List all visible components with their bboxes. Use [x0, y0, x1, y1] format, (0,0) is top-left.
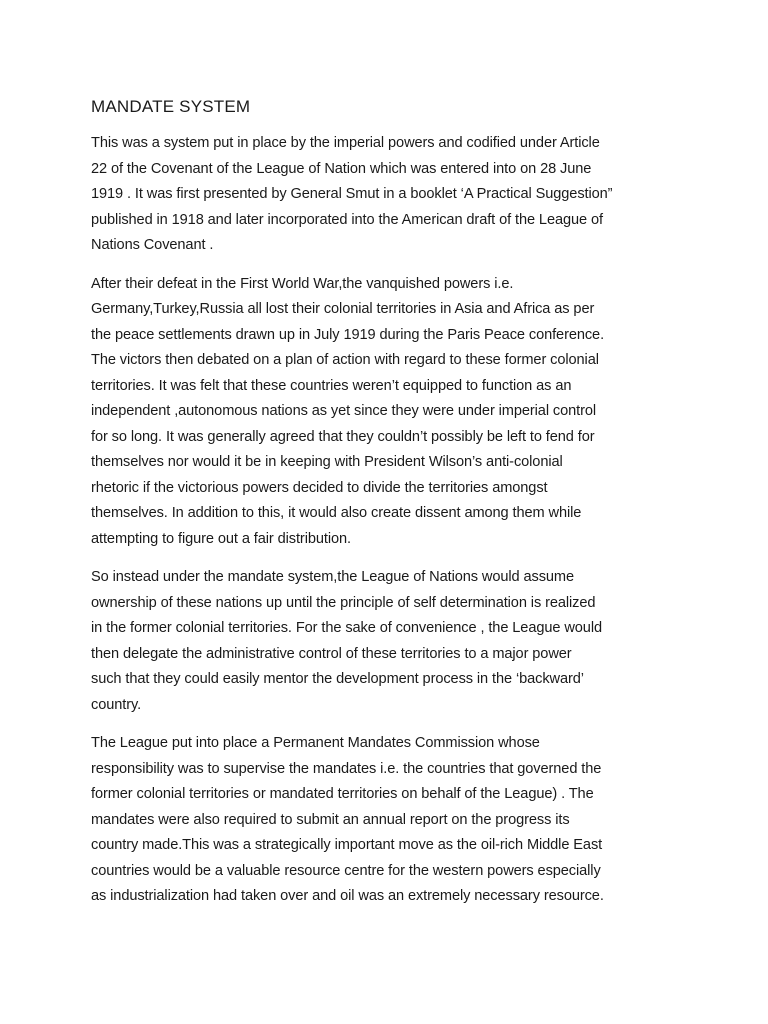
paragraph-line: So instead under the mandate system,the League of Nations would assume — [91, 569, 575, 585]
paragraph-line: 22 of the Covenant of the League of Nation which was entered into on 28 June — [91, 160, 592, 177]
paragraph-line: Germany,Turkey,Russia all lost their colonial territories in Asia and Africa as per — [91, 301, 595, 317]
paragraph-line: The League put into place a Permanent Mandates Commission whose — [91, 735, 540, 751]
paragraph-line: in the former colonial territories. For the sake of convenience , the League would — [91, 620, 602, 636]
paragraph-line: such that they could easily mentor the development process in the ‘backward’ — [91, 671, 584, 687]
paragraph-line: mandates were also required to submit an annual report on the progress its — [91, 811, 570, 828]
paragraph-3 — [91, 565, 711, 718]
paragraph-line: the peace settlements drawn up in July 1919 during the Paris Peace conference. — [91, 326, 605, 343]
paragraph-line: territories. It was felt that these countries weren’t equipped to function as an — [91, 377, 572, 394]
paragraph-line: After their defeat in the First World War,the vanquished powers i.e. — [91, 275, 514, 292]
paragraph-4 — [91, 731, 711, 910]
paragraph-line: ownership of these nations up until the principle of self determination is realized — [91, 594, 596, 611]
paragraph-line: published in 1918 and later incorporated into the American draft of the League of — [91, 211, 603, 228]
document-body — [91, 94, 711, 923]
paragraph-line: rhetoric if the victorious powers decided to divide the territories amongst — [91, 479, 548, 496]
paragraph-line: attempting to figure out a fair distribution. — [91, 530, 351, 547]
paragraph-line: countries would be a valuable resource centre for the western powers especially — [91, 862, 601, 879]
paragraph-line: Nations Covenant . — [91, 237, 214, 253]
paragraph-line: themselves. In addition to this, it would also create dissent among them while — [91, 505, 582, 521]
paragraph-line: country made.This was a strategically important move as the oil-rich Middle East — [91, 837, 603, 853]
paragraph-line: themselves nor would it be in keeping with President Wilson’s anti-colonial — [91, 454, 563, 470]
paragraph-line: 1919 . It was first presented by General Smut in a booklet ‘A Practical Suggestion” — [91, 186, 613, 202]
paragraph-line: then delegate the administrative control of these territories to a major power — [91, 645, 572, 662]
paragraph-line: The victors then debated on a plan of action with regard to these former colonial — [91, 352, 599, 368]
paragraph-line: independent ,autonomous nations as yet since they were under imperial control — [91, 403, 597, 419]
paragraph-1 — [91, 131, 711, 259]
paragraph-line: responsibility was to supervise the mandates i.e. the countries that governed the — [91, 760, 602, 777]
paragraph-line: for so long. It was generally agreed that they couldn’t possibly be left to fend for — [91, 428, 595, 445]
paragraph-line: country. — [91, 696, 142, 713]
paragraph-line: as industrialization had taken over and oil was an extremely necessary resource. — [91, 888, 604, 904]
paragraph-2 — [91, 272, 711, 553]
paragraph-line: This was a system put in place by the imperial powers and codified under Article — [91, 135, 600, 151]
document-title: MANDATE SYSTEM — [91, 97, 251, 116]
paragraph-line: former colonial territories or mandated territories on behalf of the League) . The — [91, 786, 594, 802]
